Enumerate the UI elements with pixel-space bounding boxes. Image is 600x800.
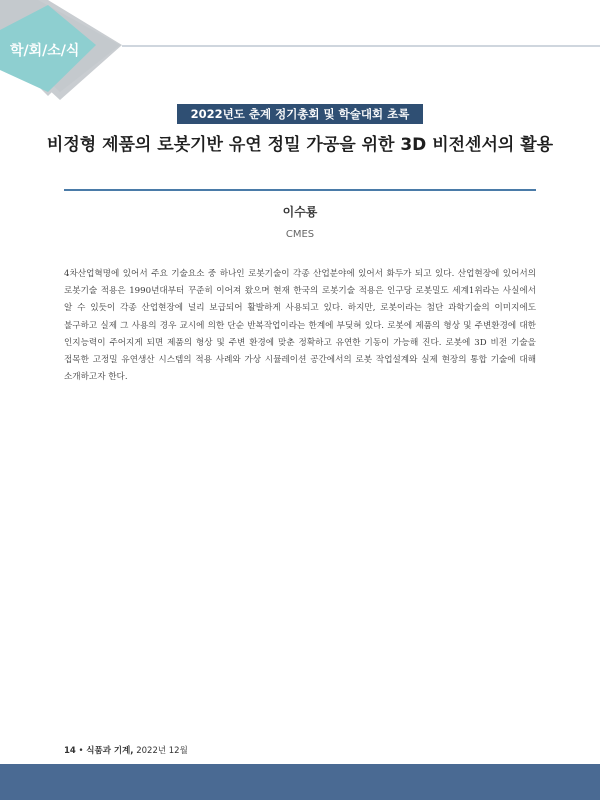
abstract-text: 4차산업혁명에 있어서 주요 기술요소 중 하나인 로봇기술이 각종 산업분야에 있어서 화두가 되고 있다. 산업현장에 있어서의 로봇기술 적용은 1990년대부터 꾸준히 이어져 왔으며 현재 한국의 로봇기술 적용은 인구당 로봇밀도 세계1위라는 사실에서 알 수 있듯이 각종 산업현장에 널리 보급되어 활발하게 사용되고 있다. 하지만, 로봇이라는 첨단 과학기술의 이미지에도 불구하고 실제 그 사용의 경우 교시에 의한 단순 반복작업이라는 한계에 부딪혀 있다. 로봇에 제품의 형상 및 주변환경에 대한 인지능력이 주어지게 되면 제품의 형상 및 주변 환경에 맞춘 정확하고 유연한 기동이 가능해 진다. 로봇에 3D 비전 기술을 접목한 고정밀 유연생산 시스템의 적용 사례와 가상 시뮬레이션 공간에서의 로봇 작업설계와 실제 현장의 통합 기술에 대해 소개하고자 한다. (64, 269, 536, 383)
event-banner: 2022년도 춘계 정기총회 및 학술대회 초록 (177, 104, 423, 124)
journal-name: 식품과 기계, (86, 746, 134, 756)
title-divider (64, 189, 536, 191)
author-affiliation: CMES (285, 229, 315, 240)
page-number: 14 (64, 746, 76, 756)
section-label: 학/회/소/식 (10, 43, 80, 59)
section-corner-badge (0, 0, 130, 130)
footer-separator: • (78, 746, 84, 756)
page-footer (64, 744, 188, 756)
footer-color-bar (0, 764, 600, 800)
article-title: 비정형 제품의 로봇기반 유연 정밀 가공을 위한 3D 비전센서의 활용 (46, 135, 554, 155)
author-name: 이수룡 (282, 205, 318, 219)
issue-date: 2022년 12월 (136, 746, 188, 756)
header-divider (122, 45, 600, 47)
